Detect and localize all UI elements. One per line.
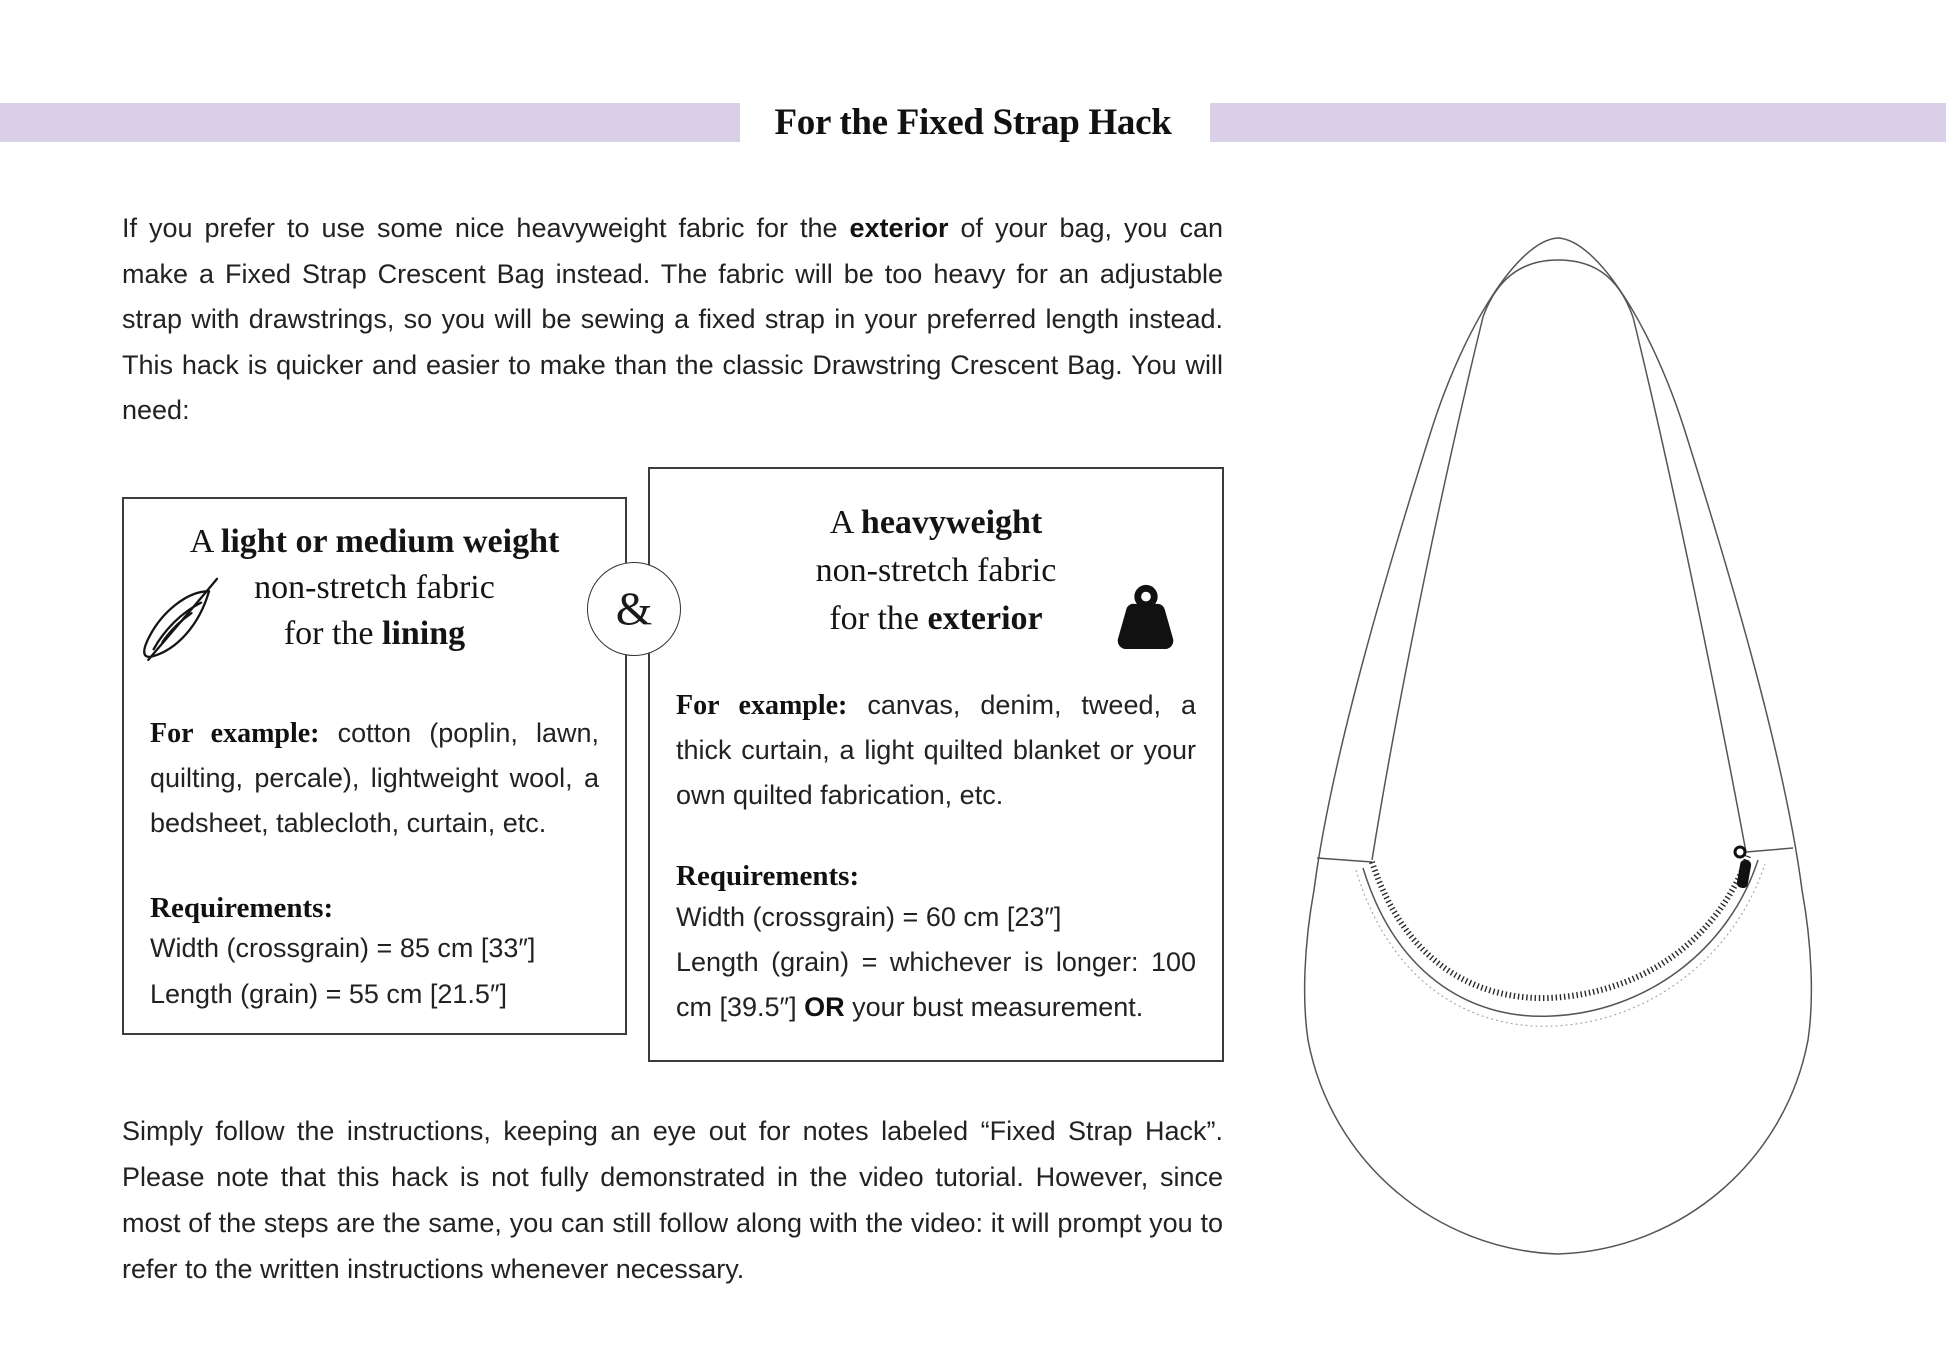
heading-bold: heavyweight [860,504,1043,541]
outro-paragraph: Simply follow the instructions, keeping an eye out for notes labeled “Fixed Strap Hack”. Please note that this hack is not fully demonstrated in the video tutorial. However, since most of the steps are the same, you can still follow along with the video: it will prompt you to refer to the written instructions whenever necessary. [122,1116,1223,1284]
crescent-bag-illustration [1280,200,1946,1363]
exterior-requirement-width: Width (crossgrain) = 60 cm [23″] [676,902,1062,932]
bag-topstitch-dotted [1356,864,1765,1026]
exterior-requirements-heading: Requirements: [676,860,860,892]
example-body: canvas, denim, tweed, a thick curtain, a light quilted blanket or your own quilted fabrication, etc. [676,690,1196,810]
lining-example-text [124,711,625,846]
bag-zipper-teeth [1372,856,1748,998]
intro-paragraph [122,206,1223,434]
heading-prefix: A [189,523,221,560]
heading-prefix: A [829,504,861,541]
heading-line2: non-stretch fabric [815,552,1057,589]
heading-bold: light or medium weight [220,523,560,560]
length-pre: Length (grain) = whichever is longer: 100 cm [39.5″] [676,947,1196,1022]
ampersand-badge: & [587,562,681,656]
heading-line3-bold: lining [382,615,466,652]
lining-fabric-box [122,497,627,1035]
bag-outline [1305,238,1812,1254]
example-label: For example: [150,718,320,749]
intro-text-bold: exterior [849,213,949,243]
bag-left-connector [1317,858,1372,862]
example-label: For example: [676,690,848,721]
weight-icon [1112,581,1180,651]
intro-text-post: of your bag, you can make a Fixed Strap Crescent Bag instead. The fabric will be too heavy for an adjustable strap with drawstrings, so you will be sewing a fixed strap in your preferred length instead. This hack is quicker and easier to make than the classic Drawstring Crescent Bag. You will need: [122,213,1223,425]
lining-requirement-length: Length (grain) = 55 cm [21.5″] [150,979,508,1009]
example-body: cotton (poplin, lawn, quilting, percale), lightweight wool, a bedsheet, tablecloth, curtain, etc. [150,718,599,838]
lining-requirements-heading: Requirements: [150,892,334,924]
feather-icon [136,573,224,671]
bag-strap-inner-edge [1372,260,1746,860]
heading-line3-prefix: for the [283,615,382,652]
lining-requirement-width: Width (crossgrain) = 85 cm [33″] [150,933,536,963]
exterior-fabric-box [648,467,1224,1062]
heading-line3-prefix: for the [829,600,928,637]
exterior-example-text [650,683,1222,818]
heading-line3-bold: exterior [927,600,1043,637]
page-title: For the Fixed Strap Hack [774,102,1172,143]
length-bold: OR [804,992,845,1022]
bag-fold-line [1363,860,1758,1016]
heading-line2: non-stretch fabric [254,569,495,606]
exterior-requirement-length [650,940,1222,1030]
bag-right-connector [1746,848,1793,852]
intro-text-pre: If you prefer to use some nice heavyweight fabric for the [122,213,850,243]
length-post: your bust measurement. [844,992,1144,1022]
